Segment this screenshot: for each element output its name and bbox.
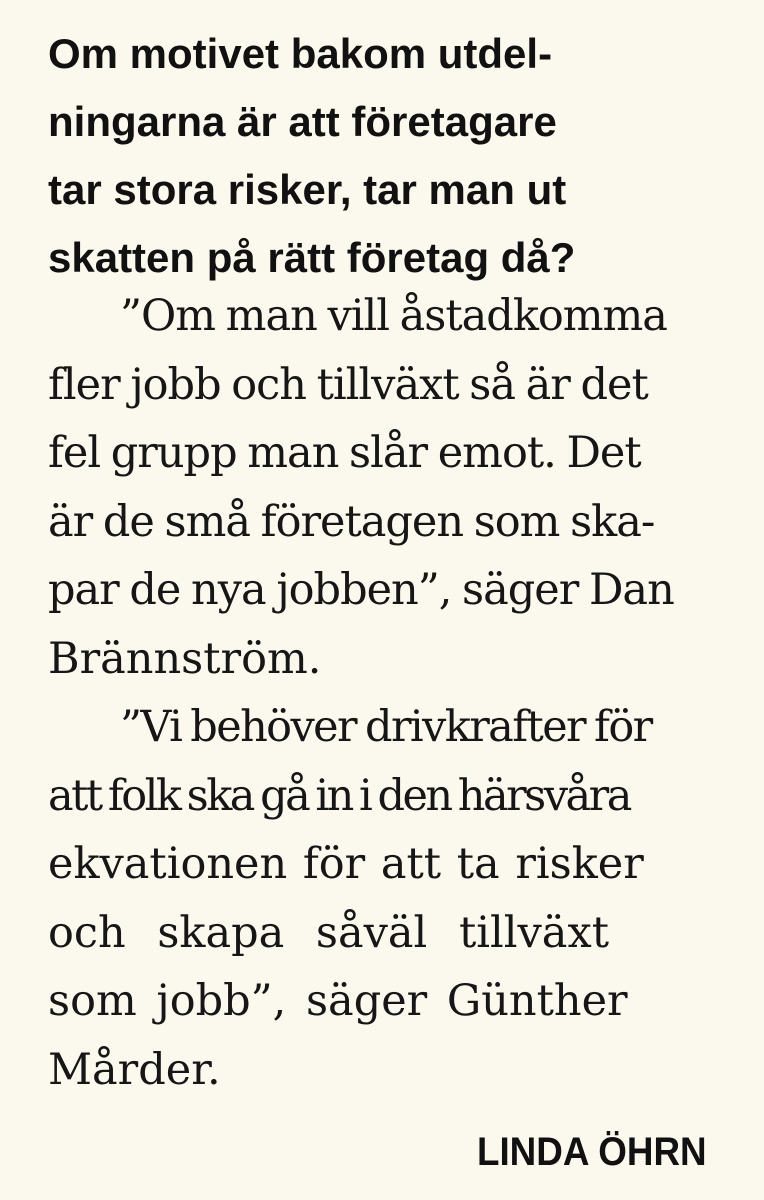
body-line: är de små företagen som ska- xyxy=(48,496,655,547)
article-question-heading xyxy=(48,20,728,292)
body-line: och skapa såväl tillväxt xyxy=(48,907,609,958)
paragraph-quote-gunther xyxy=(48,693,708,1104)
body-line: Mårder. xyxy=(48,1044,221,1095)
body-line: fler jobb och tillväxt så är det xyxy=(48,359,648,410)
article-body xyxy=(48,282,708,1104)
question-line: skatten på rätt företag då? xyxy=(48,234,576,281)
body-line: ”Om man vill åstadkomma xyxy=(120,291,667,341)
question-line: ningarna är att företagare xyxy=(48,98,557,145)
body-line: par de nya jobben”, säger Dan xyxy=(48,565,674,615)
question-line: Om motivet bakom utdel- xyxy=(48,30,553,77)
body-line: att folk ska gå in i den härsvåra xyxy=(48,770,630,821)
paragraph-quote-dan xyxy=(48,282,708,693)
body-line: ”Vi behöver drivkrafter för xyxy=(120,702,652,752)
body-line: Brännström. xyxy=(48,633,322,684)
body-line: som jobb”, säger Günther xyxy=(48,976,628,1026)
author-byline: LINDA ÖHRN xyxy=(477,1130,707,1174)
body-line: fel grupp man slår emot. Det xyxy=(48,428,641,478)
body-line: ekvationen för att ta risker xyxy=(48,839,644,889)
question-line: tar stora risker, tar man ut xyxy=(48,166,567,213)
